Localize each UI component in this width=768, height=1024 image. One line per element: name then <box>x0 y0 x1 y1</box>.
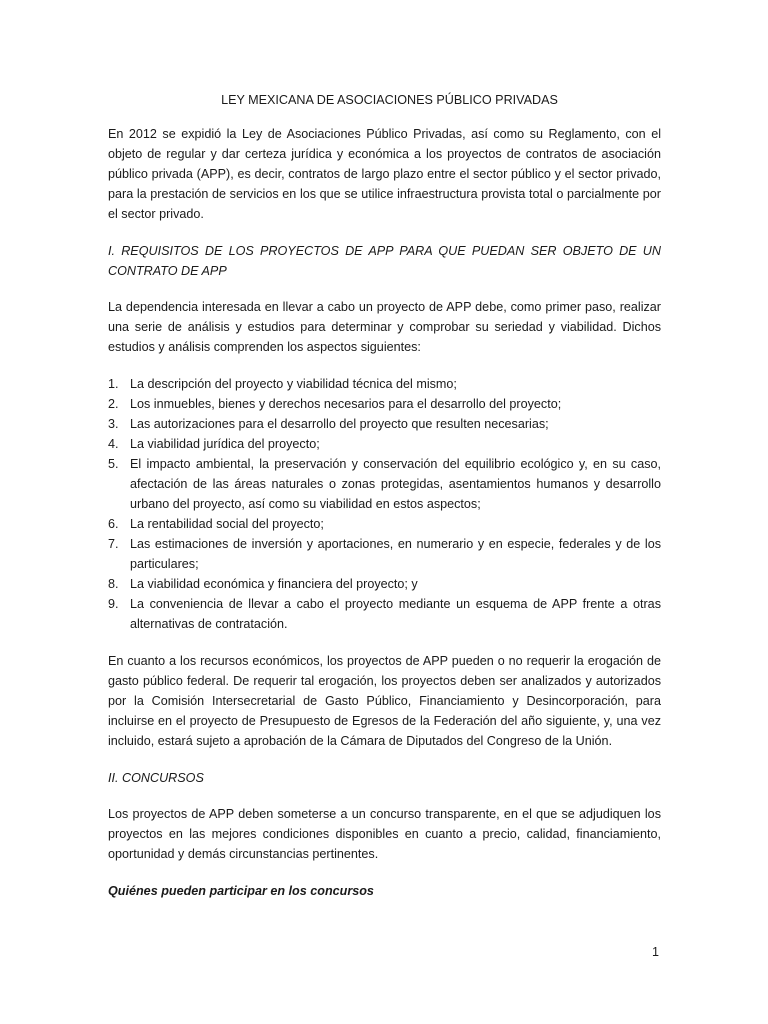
list-item-text: Los inmuebles, bienes y derechos necesarios para el desarrollo del proyecto; <box>130 397 562 411</box>
list-item-text: La viabilidad jurídica del proyecto; <box>130 437 320 451</box>
list-item-number: 9. <box>108 597 119 611</box>
list-item-text: La viabilidad económica y financiera del proyecto; y <box>130 577 418 591</box>
list-item <box>108 394 661 414</box>
list-item <box>108 574 661 594</box>
participants-subheading: Quiénes pueden participar en los concursos <box>108 884 374 898</box>
list-item-text: La conveniencia de llevar a cabo el proyecto mediante un esquema de APP frente a otras alternativas de contratación. <box>130 597 661 631</box>
resources-paragraph: En cuanto a los recursos económicos, los proyectos de APP pueden o no requerir la erogación de gasto público federal. De requerir tal erogación, los proyectos deben ser analizados y autorizados por la Comisión Intersecretarial de Gasto Público, Financiamiento y Desincorporación, para incluirse en el proyecto de Presupuesto de Egresos de la Federación del año siguiente, y, una vez incluido, estará sujeto a aprobación de la Cámara de Diputados del Congreso de la Unión. <box>108 654 661 748</box>
list-item-text: Las autorizaciones para el desarrollo del proyecto que resulten necesarias; <box>130 417 549 431</box>
section-2-paragraph: Los proyectos de APP deben someterse a un concurso transparente, en el que se adjudiquen los proyectos en las mejores condiciones disponibles en cuanto a precio, calidad, financiamiento, oportunidad y demás circunstancias pertinentes. <box>108 807 661 861</box>
section-1-paragraph: La dependencia interesada en llevar a cabo un proyecto de APP debe, como primer paso, realizar una serie de análisis y estudios para determinar y comprobar su seriedad y viabilidad. Dichos estudios y análisis comprenden los aspectos siguientes: <box>108 300 661 354</box>
intro-paragraph: En 2012 se expidió la Ley de Asociaciones Público Privadas, así como su Reglamento, con el objeto de regular y dar certeza jurídica y económica a los proyectos de contratos de asociación público privada (APP), es decir, contratos de largo plazo entre el sector público y el sector privado, para la prestación de servicios en los que se utilice infraestructura provista total o parcialmente por el sector privado. <box>108 127 661 221</box>
section-2-heading: II. CONCURSOS <box>108 771 204 785</box>
list-item-number: 6. <box>108 517 119 531</box>
list-item-number: 7. <box>108 537 119 551</box>
list-item <box>108 374 661 394</box>
list-item-number: 5. <box>108 457 119 471</box>
list-item-number: 2. <box>108 397 119 411</box>
list-item <box>108 414 661 434</box>
list-item <box>108 454 661 514</box>
list-item-number: 1. <box>108 377 119 391</box>
list-item-number: 4. <box>108 437 119 451</box>
list-item <box>108 594 661 634</box>
document-title: LEY MEXICANA DE ASOCIACIONES PÚBLICO PRIVADAS <box>221 93 558 107</box>
list-item <box>108 514 661 534</box>
page-number: 1 <box>652 945 660 959</box>
list-item-text: Las estimaciones de inversión y aportaciones, en numerario y en especie, federales y de los particulares; <box>130 537 661 571</box>
list-item-text: La rentabilidad social del proyecto; <box>130 517 324 531</box>
list-item <box>108 534 661 574</box>
list-item <box>108 434 661 454</box>
list-item-number: 8. <box>108 577 119 591</box>
list-item-number: 3. <box>108 417 119 431</box>
requirements-list <box>108 374 661 634</box>
section-1-heading: I. REQUISITOS DE LOS PROYECTOS DE APP PARA QUE PUEDAN SER OBJETO DE UN CONTRATO DE APP <box>108 244 661 278</box>
list-item-text: La descripción del proyecto y viabilidad técnica del mismo; <box>130 377 457 391</box>
list-item-text: El impacto ambiental, la preservación y conservación del equilibrio ecológico y, en su caso, afectación de las áreas naturales o zonas protegidas, asentamientos humanos y desarrollo urbano del proyecto, así como su viabilidad en estos aspectos; <box>130 457 661 511</box>
